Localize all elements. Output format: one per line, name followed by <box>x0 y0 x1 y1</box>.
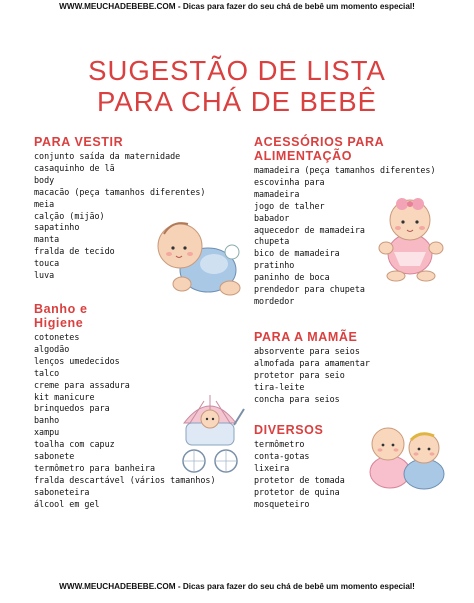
list-item: termômetro <box>254 439 305 449</box>
list-item: almofada para amamentar <box>254 357 370 368</box>
list-item: lenços umedecidos <box>34 355 120 366</box>
footer-banner: WWW.MEUCHADEBEBE.COM - Dicas para fazer do seu chá de bebê um momento especial! <box>59 582 415 591</box>
crawling-baby-illustration <box>152 212 244 302</box>
list-item: saboneteira <box>34 486 90 497</box>
item-list <box>254 346 370 406</box>
list-item: mosqueteiro <box>254 498 310 509</box>
list-item: calção (mijão) <box>34 210 105 221</box>
list-item: fralda de tecido <box>34 246 115 257</box>
list-item: mordedor <box>254 295 295 306</box>
list-item: talco <box>34 367 60 378</box>
page-title <box>0 55 474 117</box>
list-item: xampu <box>34 427 60 438</box>
section-heading: PARA A MAMÃE <box>254 330 358 344</box>
list-item: bico de mamadeira <box>254 248 340 259</box>
list-item: jogo de talher <box>254 200 325 211</box>
heading-line-2: Higiene <box>34 316 84 330</box>
list-item: body <box>34 174 55 185</box>
section-heading <box>34 302 216 330</box>
heading-line-2: ALIMENTAÇÃO <box>254 149 353 163</box>
list-item: manta <box>34 234 60 245</box>
title-line-1: SUGESTÃO DE LISTA <box>88 55 386 86</box>
list-item: termômetro para banheira <box>34 462 156 473</box>
list-item: álcool em gel <box>34 498 100 509</box>
list-item: fralda descartável (vários tamanhos) <box>34 474 216 485</box>
baby-girl-illustration <box>364 192 456 282</box>
twin-babies-illustration <box>362 420 452 492</box>
list-item: tira-leite <box>254 381 305 392</box>
list-item: aquecedor de mamadeira <box>254 224 365 235</box>
list-item: toalha com capuz <box>34 439 115 450</box>
list-item: mamadeira (peça tamanhos diferentes) <box>254 165 436 175</box>
list-item: prendedor para chupeta <box>254 284 365 295</box>
list-item: luva <box>34 270 55 281</box>
list-item: protetor de tomada <box>254 474 345 485</box>
list-item: algodão <box>34 343 70 354</box>
list-item: cotonetes <box>34 332 80 342</box>
list-item: casaquinho de lã <box>34 162 115 173</box>
list-item: lixeira <box>254 462 290 473</box>
list-item: protetor de quina <box>254 486 340 497</box>
heading-line-1: Banho e <box>34 302 88 316</box>
list-item: babador <box>254 212 290 223</box>
list-item: concha para seios <box>254 393 340 404</box>
section-heading: DIVERSOS <box>254 423 324 437</box>
list-item: conjunto saída da maternidade <box>34 151 181 161</box>
heading-line-1: ACESSÓRIOS PARA <box>254 135 385 149</box>
item-list <box>254 439 345 510</box>
list-item: chupeta <box>254 236 290 247</box>
list-item: macacão (peça tamanhos diferentes) <box>34 186 206 197</box>
list-item: conta-gotas <box>254 450 310 461</box>
list-item: pratinho <box>254 260 295 271</box>
list-item: paninho de boca <box>254 272 330 283</box>
list-item: kit manicure <box>34 391 95 402</box>
baby-stroller-illustration <box>174 385 246 477</box>
list-item: sabonete <box>34 451 75 462</box>
list-item: escovinha para <box>254 176 325 187</box>
list-item: brinquedos para <box>34 403 110 414</box>
header-banner: WWW.MEUCHADEBEBE.COM - Dicas para fazer do seu chá de bebê um momento especial! <box>59 2 415 11</box>
list-item: sapatinho <box>34 222 80 233</box>
title-line-2: PARA CHÁ DE BEBÊ <box>97 86 377 117</box>
section-para-mamae <box>254 330 370 406</box>
list-item: creme para assadura <box>34 379 130 390</box>
list-item: absorvente para seios <box>254 346 360 356</box>
list-item: protetor para seio <box>254 369 345 380</box>
section-diversos <box>254 423 345 510</box>
section-heading <box>254 135 436 163</box>
section-heading: PARA VESTIR <box>34 135 124 149</box>
list-item: meia <box>34 198 55 209</box>
list-item: touca <box>34 258 60 269</box>
list-item: mamadeira <box>254 188 300 199</box>
list-item: banho <box>34 415 60 426</box>
